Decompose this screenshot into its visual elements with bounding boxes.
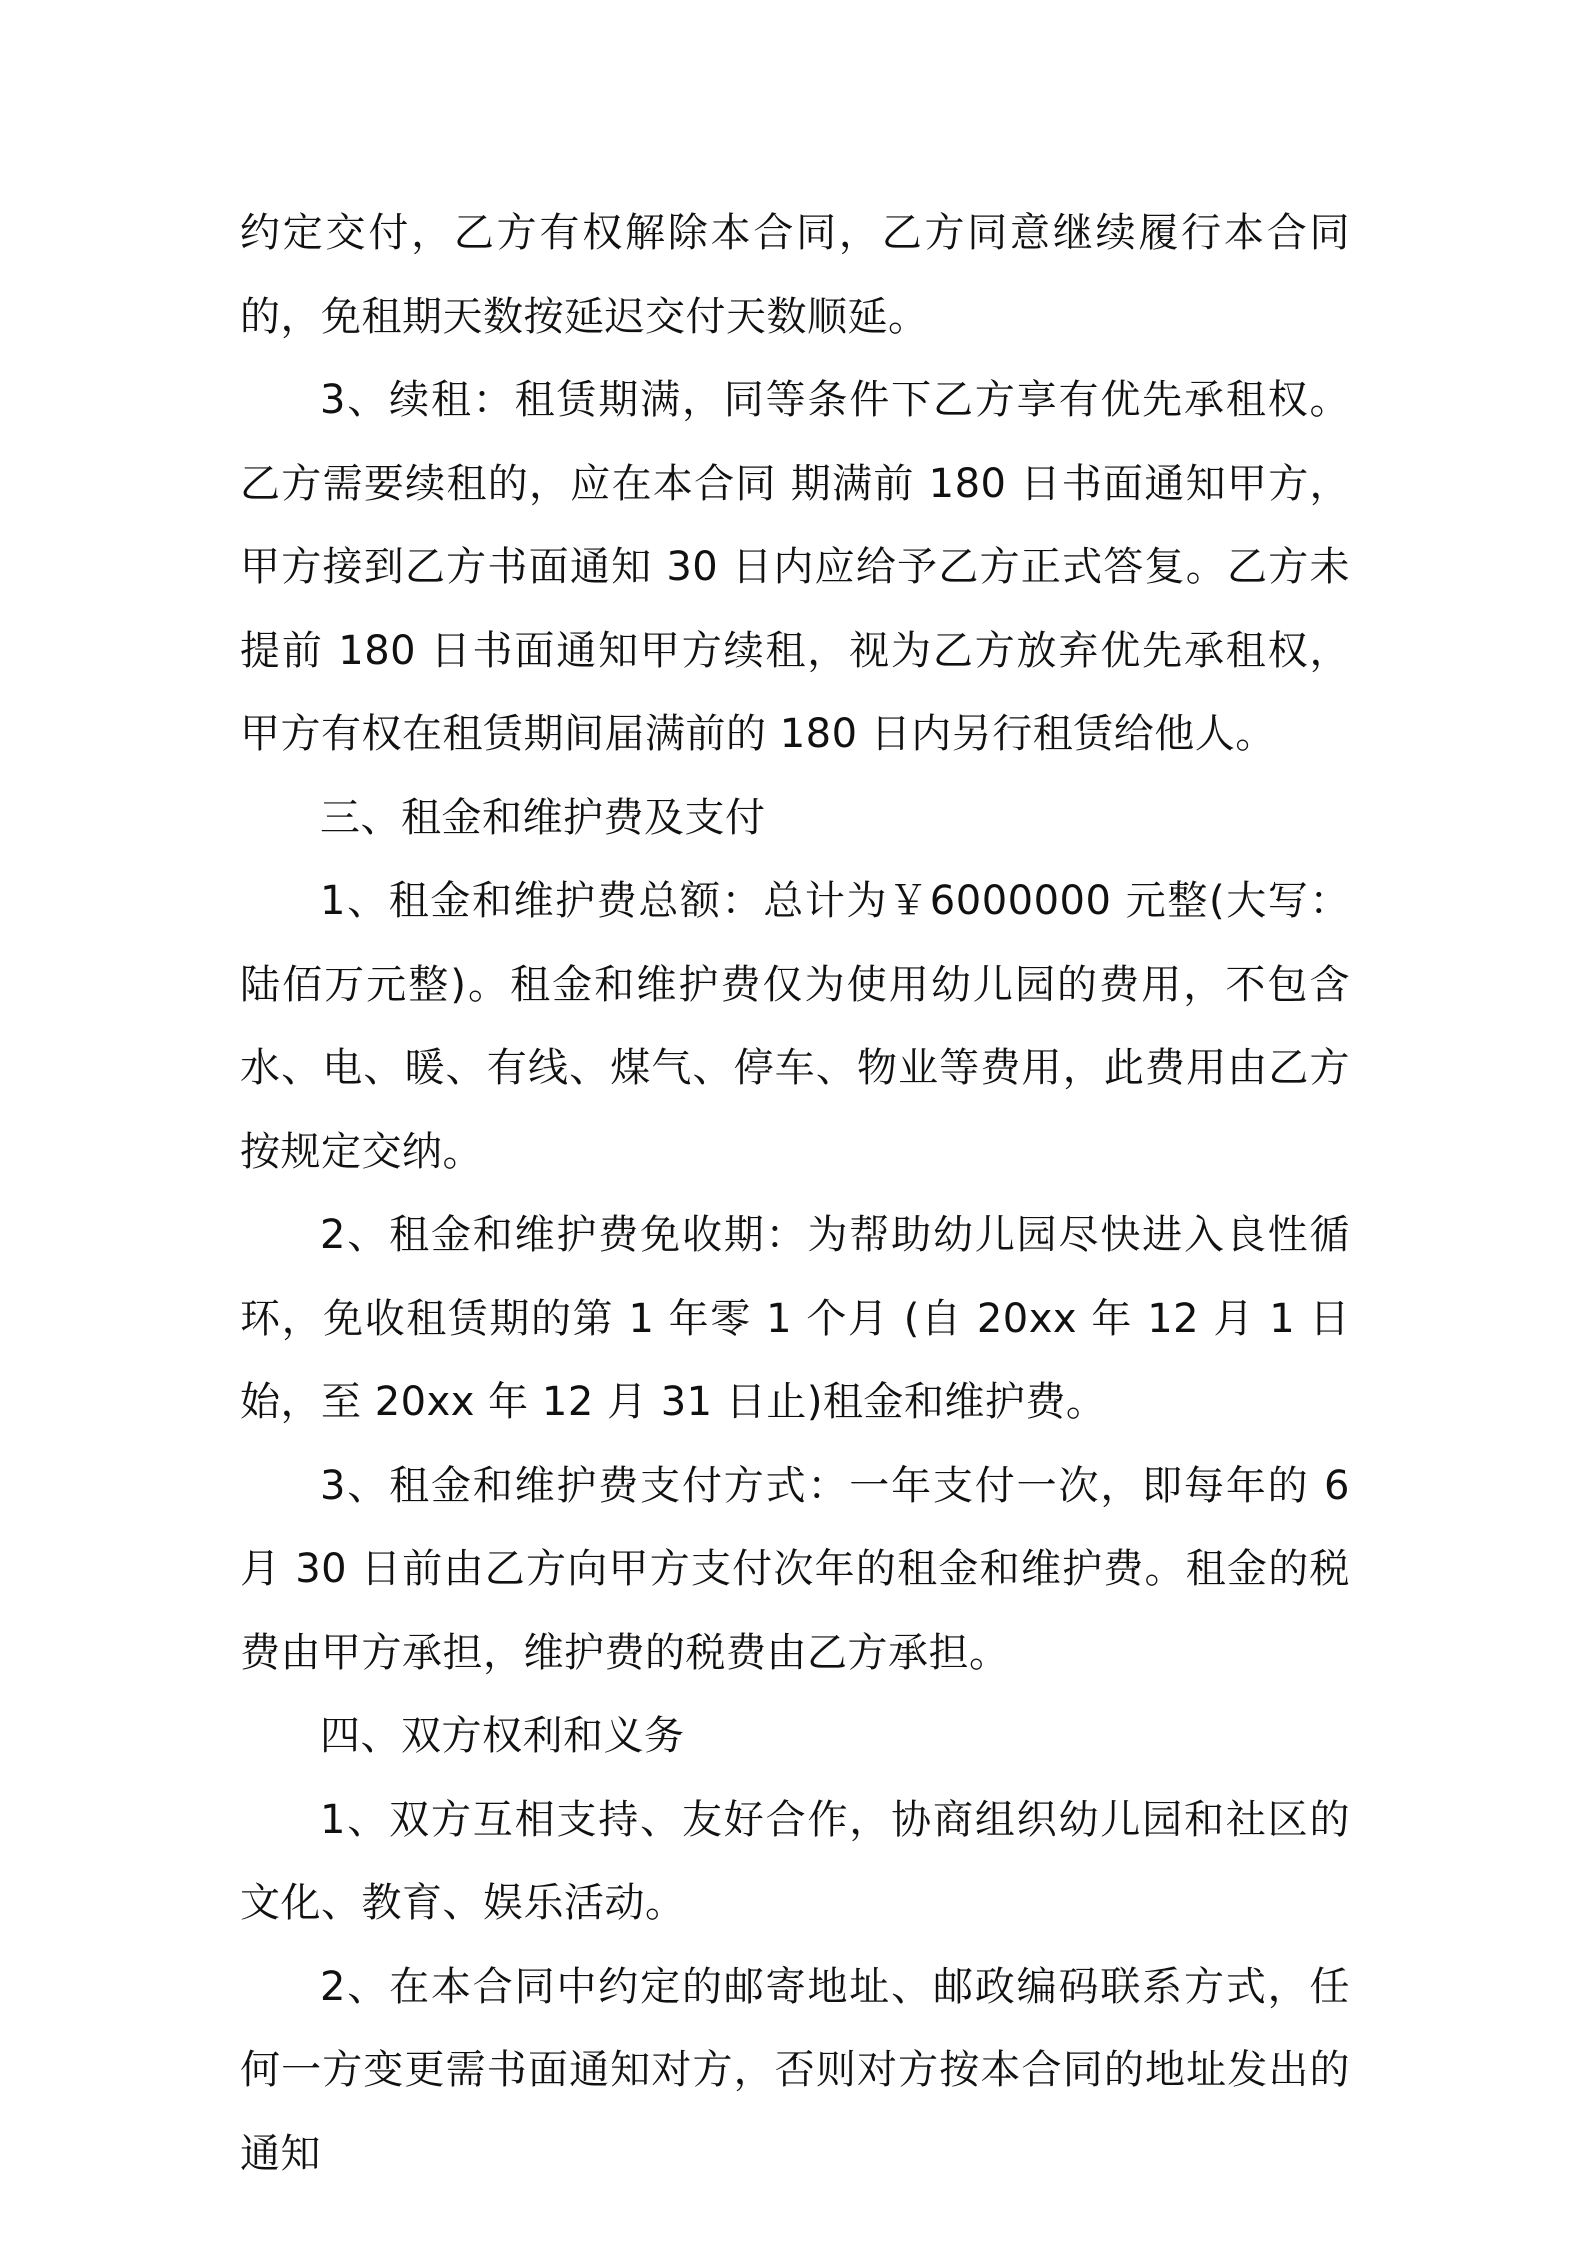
- paragraph-mutual-support: 1、双方互相支持、友好合作，协商组织幼儿园和社区的文化、教育、娱乐活动。: [240, 1796, 1350, 1926]
- paragraph-payment-method: 3、租金和维护费支付方式：一年支付一次，即每年的 6 月 30 日前由乙方向甲方支付次年的租金和维护费。租金的税费由甲方承担，维护费的税费由乙方承担。: [240, 1462, 1350, 1676]
- section-heading-rights-obligations: 四、双方权利和义务: [320, 1713, 685, 1759]
- section-heading-rent-payment: 三、租金和维护费及支付: [320, 794, 766, 841]
- paragraph-continuation: 约定交付，乙方有权解除本合同，乙方同意继续履行本合同的，免租期天数按延迟交付天数顺延。: [240, 210, 1350, 340]
- paragraph-renewal-clause: 3、续租：租赁期满，同等条件下乙方享有优先承租权。乙方需要续租的，应在本合同 期满前 180 日书面通知甲方，甲方接到乙方书面通知 30 日内应给予乙方正式答复。乙方未 提前 180 日书面通知甲方续租，视为乙方放弃优先承租权，甲方有权在租赁期间届满前的 180 日内另行租赁给他人。: [240, 377, 1350, 757]
- paragraph-address-change: 2、在本合同中约定的邮寄地址、邮政编码联系方式，任何一方变更需书面通知对方，否则对方按本合同的地址发出的通知: [240, 1963, 1350, 2177]
- document-body: [240, 192, 1350, 2196]
- paragraph-rent-total: 1、租金和维护费总额：总计为￥6000000 元整(大写：陆佰万元整)。租金和维护费仅为使用幼儿园的费用，不包含水、电、暖、有线、煤气、停车、物业等费用，此费用由乙方按规定交纳。: [240, 878, 1350, 1175]
- paragraph-rent-free-period: 2、租金和维护费免收期：为帮助幼儿园尽快进入良性循环，免收租赁期的第 1 年零 1 个月 (自 20xx 年 12 月 1 日始，至 20xx 年 12 月 31 日止)租金和维护费。: [240, 1212, 1350, 1425]
